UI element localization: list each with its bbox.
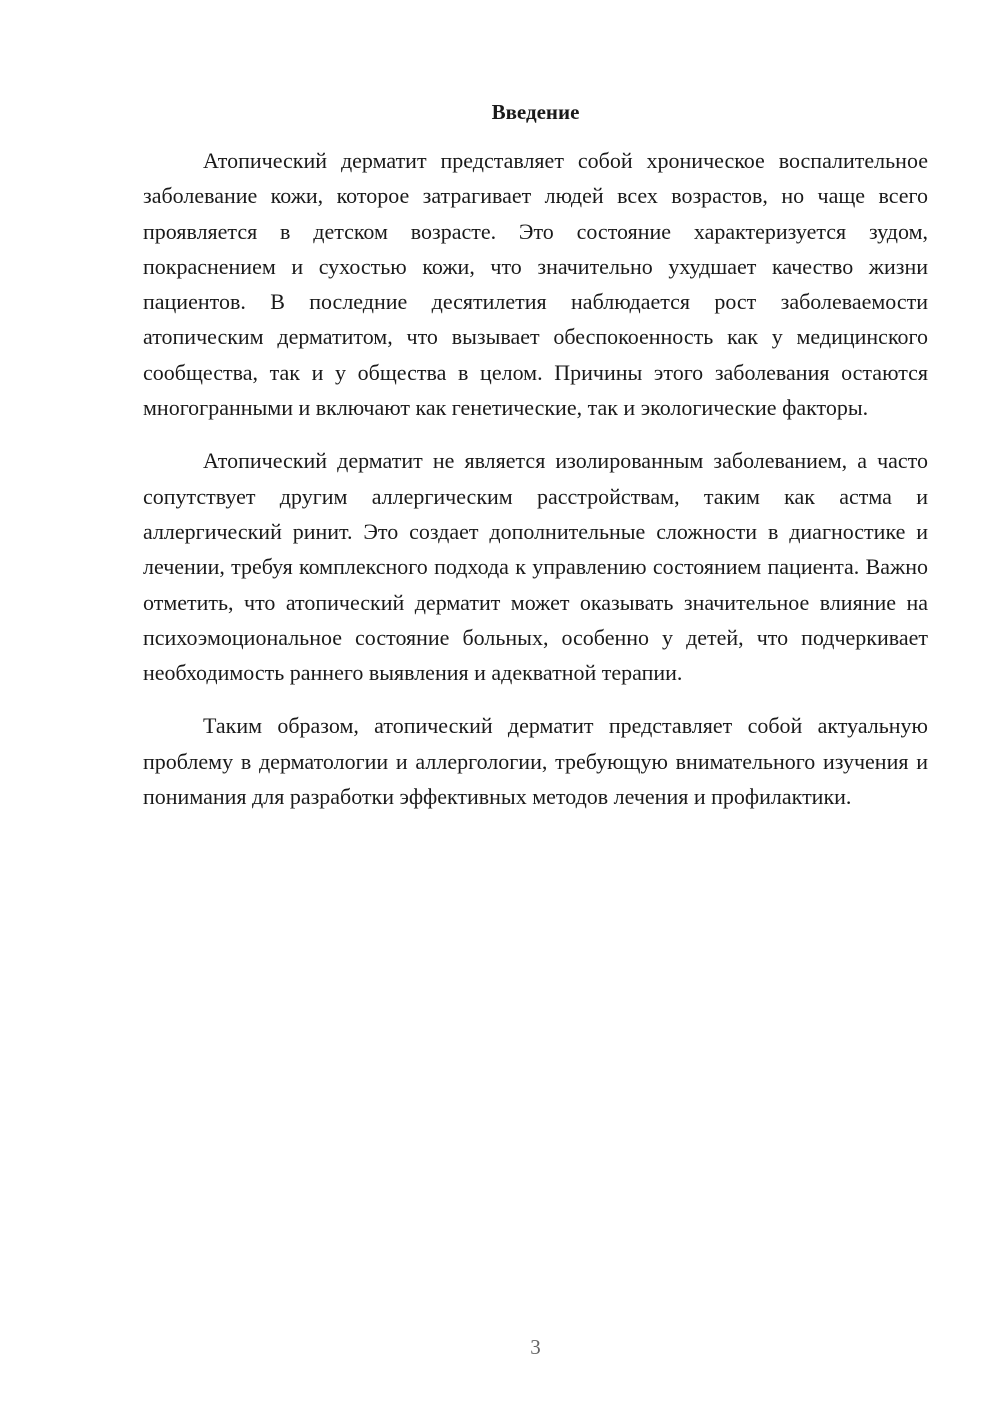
paragraph-1: Атопический дерматит представляет собой хроническое воспалительное заболевание кожи, которое затрагивает людей всех возрастов, но чаще всего проявляется в детском возрасте. Это состояние характеризуется зудом, покраснением и сухостью кожи, что значительно ухудшает качество жизни пациентов. В последние десятилетия наблюдается рост заболеваемости атопическим дерматитом, что вызывает обеспокоенность как у медицинского сообщества, так и у общества в целом. Причины этого заболевания остаются многогранными и включают как генетические, так и экологические факторы. <box>143 148 928 421</box>
page-number: 3 <box>530 1335 541 1359</box>
body-text <box>143 143 928 832</box>
section-heading: Введение <box>491 100 580 124</box>
paragraph-2: Атопический дерматит не является изолированным заболеванием, а часто сопутствует другим аллергическим расстройствам, таким как астма и аллергический ринит. Это создает дополнительные сложности в диагностике и лечении, требуя комплексного подхода к управлению состоянием пациента. Важно отметить, что атопический дерматит может оказывать значительное влияние на психоэмоциональное состояние больных, особенно у детей, что подчеркивает необходимость раннего выявления и адекватной терапии. <box>143 448 928 686</box>
paragraph-3: Таким образом, атопический дерматит представляет собой актуальную проблему в дерматологии и аллергологии, требующую внимательного изучения и понимания для разработки эффективных методов лечения и профилактики. <box>143 713 928 810</box>
